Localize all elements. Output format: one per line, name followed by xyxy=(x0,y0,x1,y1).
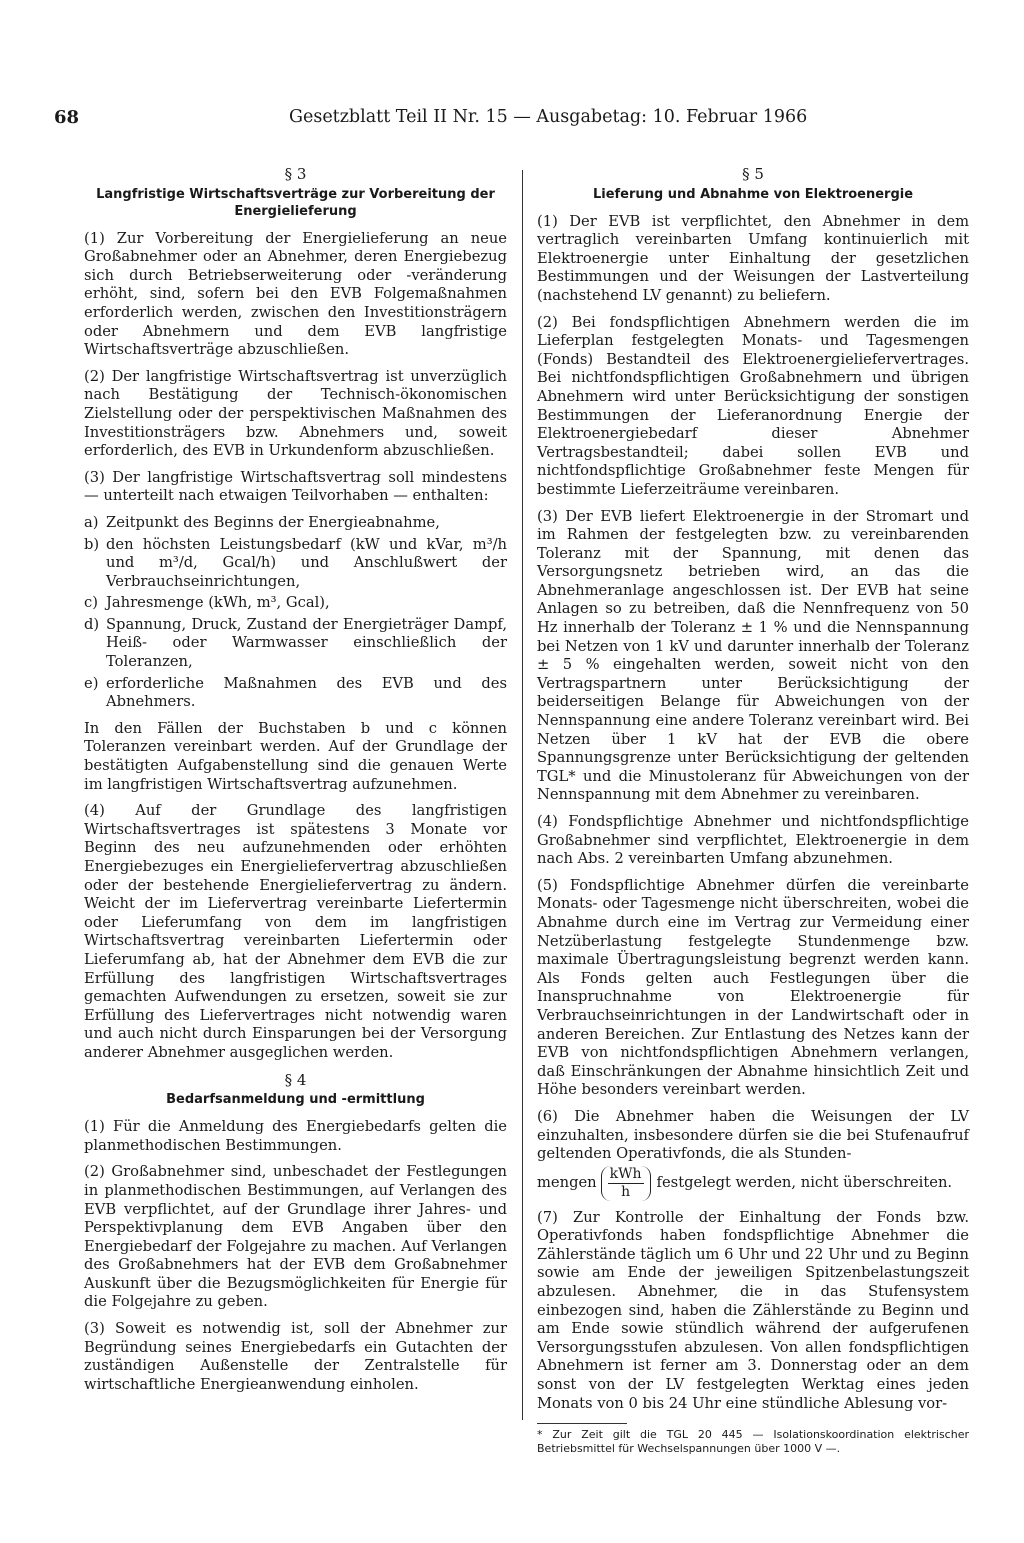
section-4-label: § 4 xyxy=(284,1070,307,1089)
section-5-para-3: (3) Der EVB liefert Elektroenergie in der Stromart und im Rahmen der festgelegten bzw. zu vereinbarenden Toleranz mit der Spannung, mit denen das Versorgungsnetz betrieben wird, an das die Abnehmeranlage angeschlossen ist. Der EVB hat seine Anlagen so zu betreiben, daß die Nennfrequenz von 50 Hz innerhalb der Toleranz ± 1 % und die Nennspannung bei Netzen von 1 kV und darunter innerhalb der Toleranz ± 5 % eingehalten werden, soweit nicht von den Vertragspartnern unter Berücksichtigung der beiderseitigen Belange für Abweichungen von der Nennspannung eine andere Toleranz vereinbart wird. Bei Netzen über 1 kV hat der EVB die obere Spannungsgrenze unter Berücksichtigung der geltenden TGL* und die Minustoleranz für Abweichungen von der Nennspannung mit dem Abnehmer zu vereinbaren. xyxy=(537,507,969,804)
formula-suffix: festgelegt werden, nicht überschreiten. xyxy=(656,1173,953,1191)
list-item-label: d) xyxy=(84,615,100,633)
list-item-text: Spannung, Druck, Zustand der Energieträger Dampf, Heiß- oder Warmwasser einschließlich der Toleranzen, xyxy=(106,615,507,671)
list-item xyxy=(84,514,507,533)
section-3-para-2: (2) Der langfristige Wirtschaftsvertrag ist unverzüglich nach Bestätigung der Technisch-ökonomischen Zielstellung oder der perspektivischen Maßnahmen des Investitionsträgers bzw. Abnehmers und, soweit erforderlich, des EVB in Urkundenform abzuschließen. xyxy=(84,367,507,460)
gazette-title: Gesetzblatt Teil II Nr. 15 — Ausgabetag: 10. Februar 1966 xyxy=(289,107,808,127)
fraction-denominator: h xyxy=(621,1183,631,1200)
section-5-para-4: (4) Fondspflichtige Abnehmer und nichtfondspflichtige Großabnehmer sind verpflichtet, Elektroenergie in dem nach Abs. 2 vereinbarten Umfang abzunehmen. xyxy=(537,813,969,868)
section-4-para-2: (2) Großabnehmer sind, unbeschadet der Festlegungen in planmethodischen Bestimmungen, auf Verlangen des EVB verpflichtet, auf der Grundlage ihrer Jahres- und Perspektivplanung dem EVB Angaben über den Energiebedarf der Folgejahre zu machen. Auf Verlangen des Großabnehmers hat der EVB dem Großabnehmer Auskunft über die Bezugsmöglichkeiten für Energie für die Folgejahre zu geben. xyxy=(84,1163,507,1311)
footnote: * Zur Zeit gilt die TGL 20 445 — Isolationskoordination elektrischer Betriebsmittel für Wechselspannungen über 1000 V —. xyxy=(537,1428,969,1456)
section-5-para-1: (1) Der EVB ist verpflichtet, den Abnehmer in dem vertraglich vereinbarten Umfang kontinuierlich mit Elektroenergie unter Einhaltung der gesetzlichen Bestimmungen und der Weisungen der Lastverteilung (nachstehend LV genannt) zu beliefern. xyxy=(537,212,969,304)
page-header xyxy=(54,107,934,137)
section-3-label: § 3 xyxy=(284,165,307,183)
list-item-text: Jahresmenge (kWh, m³, Gcal), xyxy=(106,594,330,612)
list-item-label: e) xyxy=(84,674,99,692)
list-item-label: b) xyxy=(84,535,100,553)
section-5-para-6: (6) Die Abnehmer haben die Weisungen der LV einzuhalten, insbesondere dürfen sie die bei Stufenaufruf geltenden Operativfonds, die als Stunden- xyxy=(537,1107,969,1163)
section-5-para-2: (2) Bei fondspflichtigen Abnehmern werden die im Lieferplan festgelegten Monats- und Tagesmengen (Fonds) Bestandteil des Elektroenergieliefervertrages. Bei nichtfondspflichtigen Großabnehmern und übrigen Abnehmern wird unter Berücksichtigung der sonstigen Bestimmungen der Lieferanordnung Energie der Elektroenergiebedarf dieser Abnehmer Vertragsbestandteil; dabei sollen EVB und nichtfondspflichtige Großabnehmer feste Mengen für bestimmte Lieferzeiträume vereinbaren. xyxy=(537,313,969,498)
section-3-para-3: (3) Der langfristige Wirtschaftsvertrag soll mindestens — unterteilt nach etwaigen Teilvorhaben — enthalten: xyxy=(84,468,507,505)
left-column xyxy=(84,165,507,1402)
section-3-para-4: (4) Auf der Grundlage des langfristigen Wirtschaftsvertrages ist spätestens 3 Monate vor Beginn des neu aufzunehmenden oder erhöhten Energiebezuges ein Energieliefervertrag abzuschließen oder der bestehende Energieliefervertrag zu ändern. Weicht der im Liefervertrag vereinbarte Liefertermin oder Lieferumfang von dem im langfristigen Wirtschaftsvertrag vereinbarten Liefertermin oder Lieferumfang ab, hat der Abnehmer dem EVB die zur Erfüllung des langfristigen Wirtschaftsvertrages gemachten Aufwendungen zu ersetzen, soweit sie zur Erfüllung des Liefervertrages nicht notwendig waren und auch nicht durch Einsparungen bei der Versorgung anderer Abnehmer ausgeglichen werden. xyxy=(84,802,507,1061)
column-divider xyxy=(522,170,523,1420)
list-item xyxy=(84,536,507,592)
section-4-para-3: (3) Soweit es notwendig ist, soll der Abnehmer zur Begründung seines Energiebedarfs ein Gutachten der zuständigen Außenstelle der Zentralstelle für wirtschaftliche Energieanwendung einholen. xyxy=(84,1320,507,1393)
list-item xyxy=(84,616,507,672)
section-5-para-6-formula xyxy=(537,1166,969,1201)
section-5-title: Lieferung und Abnahme von Elektroenergie xyxy=(592,186,914,202)
right-column xyxy=(537,165,969,1456)
footnote-rule xyxy=(537,1423,627,1424)
list-item-text: den höchsten Leistungsbedarf (kW und kVar, m³/h und m³/d, Gcal/h) und Anschlußwert der Verbrauchseinrichtungen, xyxy=(106,535,507,590)
formula-prefix: mengen xyxy=(537,1173,597,1191)
list-item xyxy=(84,594,507,613)
section-3-para-3b: In den Fällen der Buchstaben b und c können Toleranzen vereinbart werden. Auf der Grundlage der bestätigten Aufgabenstellung sind die genauen Werte im langfristigen Wirtschaftsvertrag aufzunehmen. xyxy=(84,719,507,793)
section-3-para-1: (1) Zur Vorbereitung der Energielieferung an neue Großabnehmer oder an Abnehmer, deren Energiebezug sich durch Betriebserweiterung oder -veränderung erhöht, sind, sofern bei den EVB Folgemaßnahmen erforderlich werden, zwischen den Investitionsträgern oder Abnehmern und dem EVB langfristige Wirtschaftsverträge abzuschließen. xyxy=(84,229,507,359)
section-3-list xyxy=(84,514,507,712)
section-5-label: § 5 xyxy=(742,165,764,183)
page-number: 68 xyxy=(54,107,80,128)
section-4-para-1: (1) Für die Anmeldung des Energiebedarfs gelten die planmethodischen Bestimmungen. xyxy=(84,1118,507,1154)
section-3-title: Langfristige Wirtschaftsverträge zur Vorbereitung der Energielieferung xyxy=(96,186,495,219)
section-5-para-5: (5) Fondspflichtige Abnehmer dürfen die vereinbarte Monats- oder Tagesmenge nicht überschreiten, wobei die Abnahme durch eine im Vertrag zur Vermeidung einer Netzüberlastung festgelegte Stundenmenge bzw. maximale Übertragungsleistung begrenzt werden kann. Als Fonds gelten auch Festlegungen über die Inanspruchnahme von Elektroenergie für Verbrauchseinrichtungen in der Landwirtschaft oder in anderen Bereichen. Zur Entlastung des Netzes kann der EVB von nichtfondspflichtigen Abnehmern verlangen, daß Einschränkungen der Abnahme hinsichtlich Zeit und Höhe besonders vereinbart werden. xyxy=(537,876,969,1099)
section-5-para-7: (7) Zur Kontrolle der Einhaltung der Fonds bzw. Operativfonds haben fondspflichtige Abnehmer die Zählerstände täglich um 6 Uhr und 22 Uhr und zu Beginn sowie am Ende der jeweiligen Spitzenbelastungszeit abzulesen. Abnehmer, die in das Stufensystem einbezogen sind, haben die Zählerstände zu Beginn und am Ende sowie stündlich während der aufgerufenen Versorgungsstufen abzulesen. Von allen fondspflichtigen Abnehmern ist ferner am 3. Donnerstag oder an dem sonst von der LV festgelegten Werktag eines jeden Monats von 0 bis 24 Uhr eine stündliche Ablesung vor- xyxy=(537,1208,969,1412)
section-4-title: Bedarfsanmeldung und -ermittlung xyxy=(166,1092,425,1108)
list-item-text: Zeitpunkt des Beginns der Energieabnahme, xyxy=(106,513,440,531)
list-item-text: erforderliche Maßnahmen des EVB und des Abnehmers. xyxy=(106,674,507,711)
list-item-label: a) xyxy=(84,513,99,531)
list-item xyxy=(84,675,507,712)
fraction-numerator: kWh xyxy=(609,1165,642,1182)
unit-fraction xyxy=(601,1166,651,1201)
list-item-label: c) xyxy=(84,594,98,612)
